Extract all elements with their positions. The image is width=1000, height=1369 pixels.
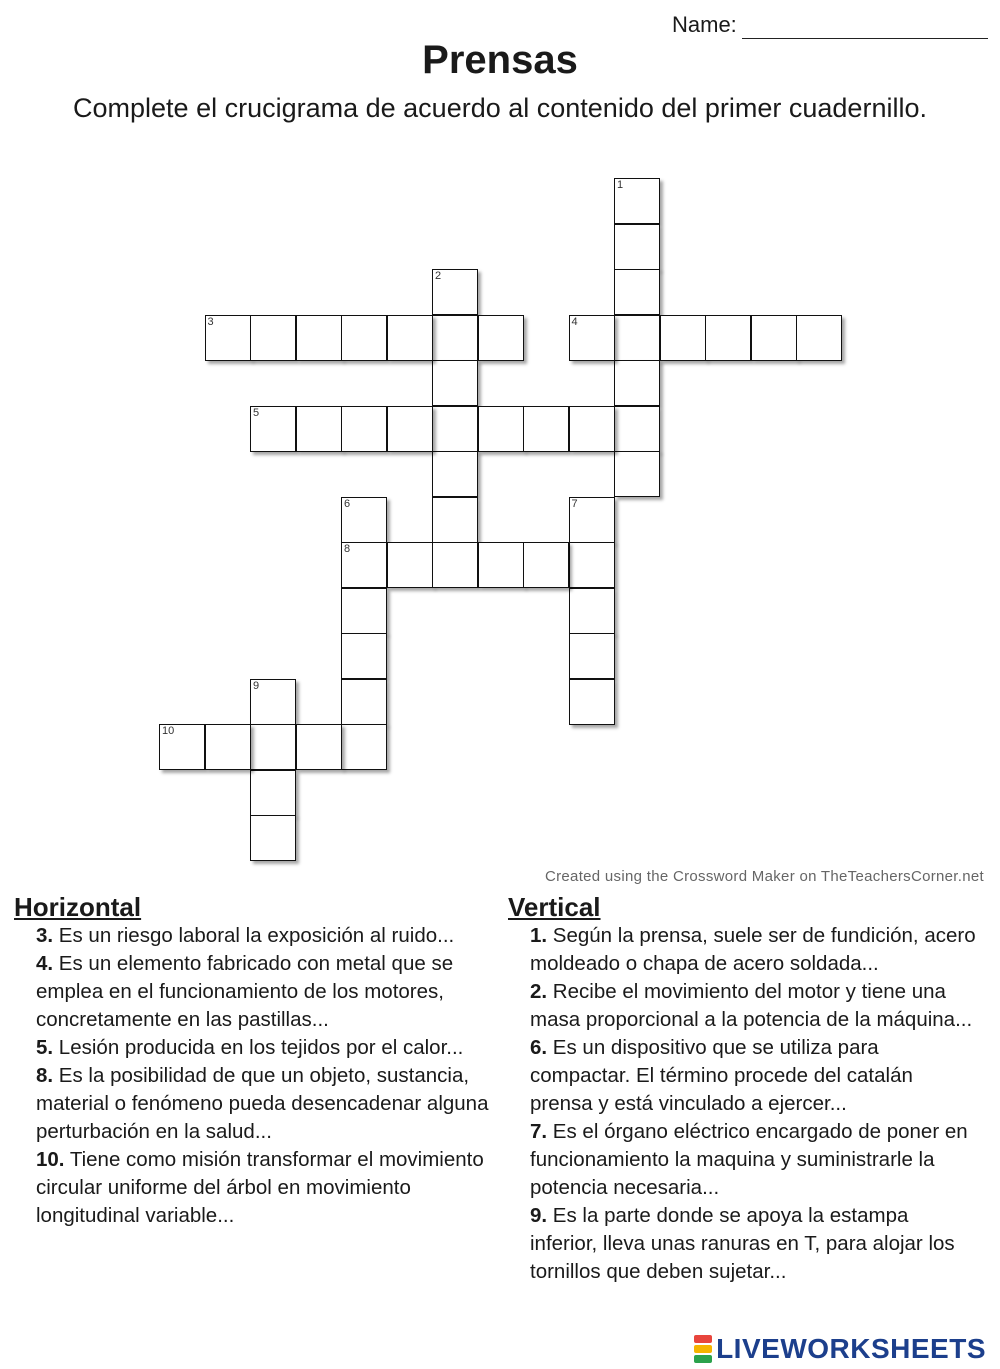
crossword-cell[interactable]: [751, 315, 797, 361]
clue-item: [36, 1034, 494, 1062]
crossword-cell[interactable]: [205, 315, 251, 361]
crossword-cell[interactable]: [614, 269, 660, 315]
crossword-cell[interactable]: [614, 406, 660, 452]
vertical-heading: Vertical: [508, 892, 601, 922]
crossword-cell[interactable]: [387, 406, 433, 452]
crossword-cell[interactable]: [523, 542, 569, 588]
crossword-cell[interactable]: [523, 406, 569, 452]
clue-number: 6.: [530, 1036, 548, 1059]
crossword-cell[interactable]: [614, 315, 660, 361]
clue-text: Es el órgano eléctrico encargado de poner en funcionamiento la maquina y suministrarle la potencia necesaria...: [530, 1120, 968, 1199]
clue-number-label: 2: [435, 270, 442, 282]
clue-text: Lesión producida en los tejidos por el calor...: [53, 1036, 464, 1059]
crossword-cell[interactable]: [478, 315, 524, 361]
crossword-cell[interactable]: [341, 724, 387, 770]
crossword-cell[interactable]: [478, 406, 524, 452]
clue-number-label: 3: [207, 315, 214, 328]
crossword-cell[interactable]: [432, 360, 478, 406]
crossword-cell[interactable]: [432, 542, 478, 588]
clue-number-label: 7: [571, 497, 578, 510]
crossword-cell[interactable]: [796, 315, 842, 361]
clue-number: 10.: [36, 1148, 65, 1171]
crossword-cell[interactable]: [341, 679, 387, 725]
crossword-cell[interactable]: [341, 497, 387, 543]
crossword-cell[interactable]: [250, 406, 296, 452]
horizontal-clues: [14, 892, 494, 1230]
crossword-cell[interactable]: [341, 633, 387, 679]
crossword-cell[interactable]: [569, 588, 615, 634]
horizontal-heading: Horizontal: [14, 892, 142, 922]
crossword-cell[interactable]: [341, 315, 387, 361]
clue-item: [530, 1034, 978, 1118]
clue-number-label: 8: [344, 543, 351, 555]
clue-text: Tiene como misión transformar el movimiento circular uniforme del árbol en movimiento longitudinal variable...: [36, 1148, 484, 1227]
clue-text: Es la parte donde se apoya la estampa inferior, lleva unas ranuras en T, para alojar los tornillos que deben sujetar...: [530, 1204, 955, 1283]
crossword-cell[interactable]: [614, 178, 660, 224]
crossword-cell[interactable]: [569, 633, 615, 679]
crossword-cell[interactable]: [341, 406, 387, 452]
crossword-cell[interactable]: [296, 406, 342, 452]
crossword-cell[interactable]: [569, 542, 615, 588]
crossword-cell[interactable]: [250, 679, 296, 725]
page-title: Prensas: [422, 38, 578, 82]
instructions: Complete el crucigrama de acuerdo al contenido del primer cuadernillo.: [73, 93, 927, 123]
clue-number: 9.: [530, 1204, 548, 1227]
crossword-cell[interactable]: [569, 406, 615, 452]
clue-number-label: 6: [344, 497, 351, 510]
crossword-cell[interactable]: [660, 315, 706, 361]
crossword-cell[interactable]: [341, 588, 387, 634]
vertical-clues: [508, 892, 978, 1286]
clue-item: [530, 1118, 978, 1202]
crossword-cell[interactable]: [569, 315, 615, 361]
crossword-cell[interactable]: [478, 542, 524, 588]
liveworksheets-logo-icon: [694, 1335, 712, 1363]
crossword-cell[interactable]: [387, 315, 433, 361]
crossword-cell[interactable]: [432, 497, 478, 543]
credit-line: Created using the Crossword Maker on TheTeachersCorner.net: [544, 868, 984, 885]
crossword-cell[interactable]: [614, 224, 660, 270]
clue-text: Es un elemento fabricado con metal que se emplea en el funcionamiento de los motores, concretamente en las pastillas...: [36, 952, 454, 1031]
clue-item: [530, 978, 978, 1034]
crossword-cell[interactable]: [250, 770, 296, 816]
crossword-cell[interactable]: [614, 451, 660, 497]
clue-text: Es la posibilidad de que un objeto, sustancia, material o fenómeno pueda desencadenar alguna perturbación en la salud...: [36, 1064, 489, 1143]
crossword-cell[interactable]: [296, 724, 342, 770]
clue-item: [530, 922, 978, 978]
clue-text: Recibe el movimiento del motor y tiene una masa proporcional a la potencia de la máquina...: [530, 980, 973, 1031]
crossword-cell[interactable]: [569, 679, 615, 725]
clue-text: Es un dispositivo que se utiliza para compactar. El término procede del catalán prensa y está vinculado a ejercer...: [530, 1036, 913, 1115]
clue-number: 1.: [530, 924, 548, 947]
clue-text: Según la prensa, suele ser de fundición, acero moldeado o chapa de acero soldada...: [530, 924, 976, 975]
clue-item: [36, 1062, 494, 1146]
clue-number: 2.: [530, 980, 548, 1003]
clue-item: [530, 1202, 978, 1286]
crossword-cell[interactable]: [432, 451, 478, 497]
clue-number: 5.: [36, 1036, 54, 1059]
crossword-cell[interactable]: [250, 315, 296, 361]
crossword-cell[interactable]: [159, 724, 205, 770]
clue-number: 4.: [36, 952, 54, 975]
clue-number-label: 5: [253, 406, 260, 419]
crossword-cell[interactable]: [432, 315, 478, 361]
clue-number-label: 1: [617, 179, 624, 191]
crossword-cell[interactable]: [569, 497, 615, 543]
crossword-cell[interactable]: [614, 360, 660, 406]
crossword-cell[interactable]: [705, 315, 751, 361]
clue-number-label: 4: [571, 315, 578, 328]
logo-text: LIVEWORKSHEETS: [716, 1333, 986, 1364]
clue-number-label: 10: [162, 725, 175, 737]
crossword-cell[interactable]: [296, 315, 342, 361]
clue-item: [36, 922, 494, 950]
clue-item: [36, 950, 494, 1034]
crossword-cell[interactable]: [432, 269, 478, 315]
crossword-cell[interactable]: [250, 815, 296, 861]
clue-number-label: 9: [253, 679, 260, 692]
crossword-cell[interactable]: [432, 406, 478, 452]
clue-text: Es un riesgo laboral la exposición al ruido...: [53, 924, 455, 947]
clue-item: [36, 1146, 494, 1230]
crossword-cell[interactable]: [250, 724, 296, 770]
crossword-cell[interactable]: [341, 542, 387, 588]
crossword-cell[interactable]: [387, 542, 433, 588]
clue-number: 7.: [530, 1120, 548, 1143]
liveworksheets-logo: [694, 1333, 986, 1365]
crossword-cell[interactable]: [205, 724, 251, 770]
clue-number: 3.: [36, 924, 54, 947]
name-label: Name:: [672, 12, 737, 37]
clue-number: 8.: [36, 1064, 54, 1087]
